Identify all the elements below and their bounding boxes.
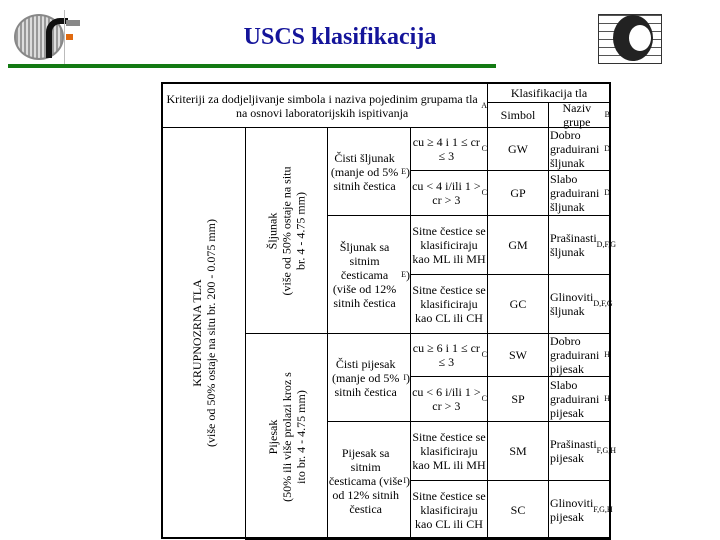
cell-text: Naziv grupe	[562, 101, 592, 129]
gravel-label	[245, 127, 328, 334]
symbol-cell	[487, 274, 549, 334]
cell-text: Simbol	[500, 108, 536, 122]
cell-text: cu < 6 i/ili 1 > cr > 3	[412, 385, 481, 413]
cell-text: Sitne čestice se klasificiraju kao CL ili CH	[412, 489, 486, 531]
symbol-cell	[487, 333, 549, 377]
cell-text: Pijesak	[265, 419, 280, 454]
group-name-cell: Glinoviti šljunak D,F,G	[548, 274, 611, 334]
cell-text: Čisti pijesak (manje od 5% sitnih čestica	[332, 356, 400, 399]
group-name-cell: Glinoviti pijesak F,G,H	[548, 480, 611, 540]
criteria-cell: cu ≥ 6 i 1 ≤ cr ≤ 3 C	[410, 333, 488, 377]
criteria-cell: cu < 4 i/ili 1 > cr > 3 C	[410, 170, 488, 216]
symbol-cell	[487, 376, 549, 422]
coarse-soils-label	[162, 127, 246, 539]
symbol-cell	[487, 421, 549, 481]
cell-text: Glinoviti šljunak	[550, 290, 594, 318]
cell-text: Čisti šljunak (manje od 5% sitnih čestica	[330, 150, 399, 193]
cell-text: Klasifikacija tla	[510, 86, 588, 100]
cell-text: cu ≥ 4 i 1 ≤ cr ≤ 3	[412, 135, 480, 163]
cell-text: Sitne čestice se klasificiraju kao ML ili MH	[412, 430, 486, 472]
gravel-fines: Šljunak sa sitnim česticama (više od 12% sitnih čestica E )	[327, 215, 411, 334]
group-name-cell: Dobro graduirani pijesak H	[550, 334, 610, 376]
criteria-cell	[410, 215, 488, 275]
cell-text: Pijesak sa sitnim česticama (više od 12% sitnih čestica	[328, 445, 403, 516]
gravel-clean: Čisti šljunak (manje od 5% sitnih čestica E )	[327, 127, 411, 216]
cell-text: (više od 50% ostaje na situ br. 200 - 0.075 mm)	[204, 219, 219, 447]
cell-text: (50% ili više prolazi kroz s	[279, 371, 294, 502]
cell-text: Dobro graduirani šljunak	[550, 128, 600, 170]
cell-text: Dobro graduirani pijesak	[550, 334, 600, 376]
cell-text: Slabo graduirani pijesak	[550, 378, 600, 420]
criteria-cell	[410, 274, 488, 334]
criteria-cell	[410, 421, 488, 481]
cell-text: cu ≥ 6 i 1 ≤ cr ≤ 3	[412, 341, 480, 369]
cell-text: Sitne čestice se klasificiraju kao ML ili MH	[412, 224, 486, 266]
cell-text: GM	[508, 238, 528, 252]
cell-text: KRUPNOZRNA TLA	[190, 279, 205, 387]
cell-text: br. 4 - 4.75 mm)	[293, 191, 308, 270]
cell-text: SM	[509, 444, 527, 458]
cell-text: )	[406, 164, 410, 179]
cell-text: Glinoviti pijesak	[550, 496, 594, 524]
cell-text: Šljunak sa sitnim česticama (više od 12% sitnih čestica	[332, 239, 397, 310]
cell-text: GP	[510, 186, 526, 200]
sand-label	[245, 333, 328, 540]
cell-text: )	[406, 267, 410, 282]
sand-clean: Čisti pijesak (manje od 5% sitnih čestica I )	[327, 333, 411, 422]
cell-text: Prašinasti pijesak	[550, 437, 597, 465]
symbol-cell	[487, 215, 549, 275]
cell-text: Kriteriji za dodjeljivanje simbola i naziva pojedinim grupama tla na osnovi laboratorijskih ispitivanja	[166, 91, 478, 120]
cell-text: Prašinasti šljunak	[550, 231, 597, 259]
cell-text: cu < 4 i/ili 1 > cr > 3	[412, 179, 481, 207]
symbol-cell	[487, 170, 549, 216]
cell-text: SW	[509, 348, 527, 362]
cell-text: SP	[511, 392, 525, 406]
cell-text: GW	[508, 142, 528, 156]
group-name-cell: Slabo graduirani pijesak H	[550, 378, 610, 420]
criteria-cell	[410, 480, 488, 540]
divider	[8, 64, 496, 68]
symbol-cell	[487, 480, 549, 540]
cell-text: Slabo graduirani šljunak	[550, 172, 600, 214]
group-name-header: Naziv grupe B	[548, 102, 611, 128]
cell-text: GC	[509, 297, 527, 311]
cell-text: SC	[510, 503, 526, 517]
institute-logo	[598, 14, 662, 64]
cell-text: )	[406, 473, 410, 488]
cell-text: Sitne čestice se klasificiraju kao CL ili CH	[412, 283, 486, 325]
criteria-cell: cu ≥ 4 i 1 ≤ cr ≤ 3 C	[410, 127, 488, 171]
classification-header	[487, 83, 611, 103]
group-name-cell: Prašinasti pijesak F,G,H	[548, 421, 611, 481]
symbol-cell	[487, 127, 549, 171]
cell-text: (više od 50% ostaje na situ	[279, 166, 294, 295]
criteria-header: Kriteriji za dodjeljivanje simbola i naziva pojedinim grupama tla na osnovi laboratorijskih ispitivanja A	[162, 83, 488, 128]
group-name-cell: Dobro graduirani šljunak D	[550, 128, 610, 170]
cell-text: ito br. 4 - 4.75 mm)	[293, 389, 308, 484]
group-name-cell: Slabo graduirani šljunak D	[550, 172, 610, 214]
cell-text: )	[406, 370, 410, 385]
symbol-header	[487, 102, 549, 128]
cell-text: Šljunak	[265, 212, 280, 249]
sand-fines: Pijesak sa sitnim česticama (više od 12% sitnih čestica I )	[327, 421, 411, 540]
criteria-cell: cu < 6 i/ili 1 > cr > 3 C	[410, 376, 488, 422]
group-name-cell: Prašinasti šljunak D,F,G	[548, 215, 611, 275]
page-title: USCS klasifikacija	[243, 24, 437, 50]
